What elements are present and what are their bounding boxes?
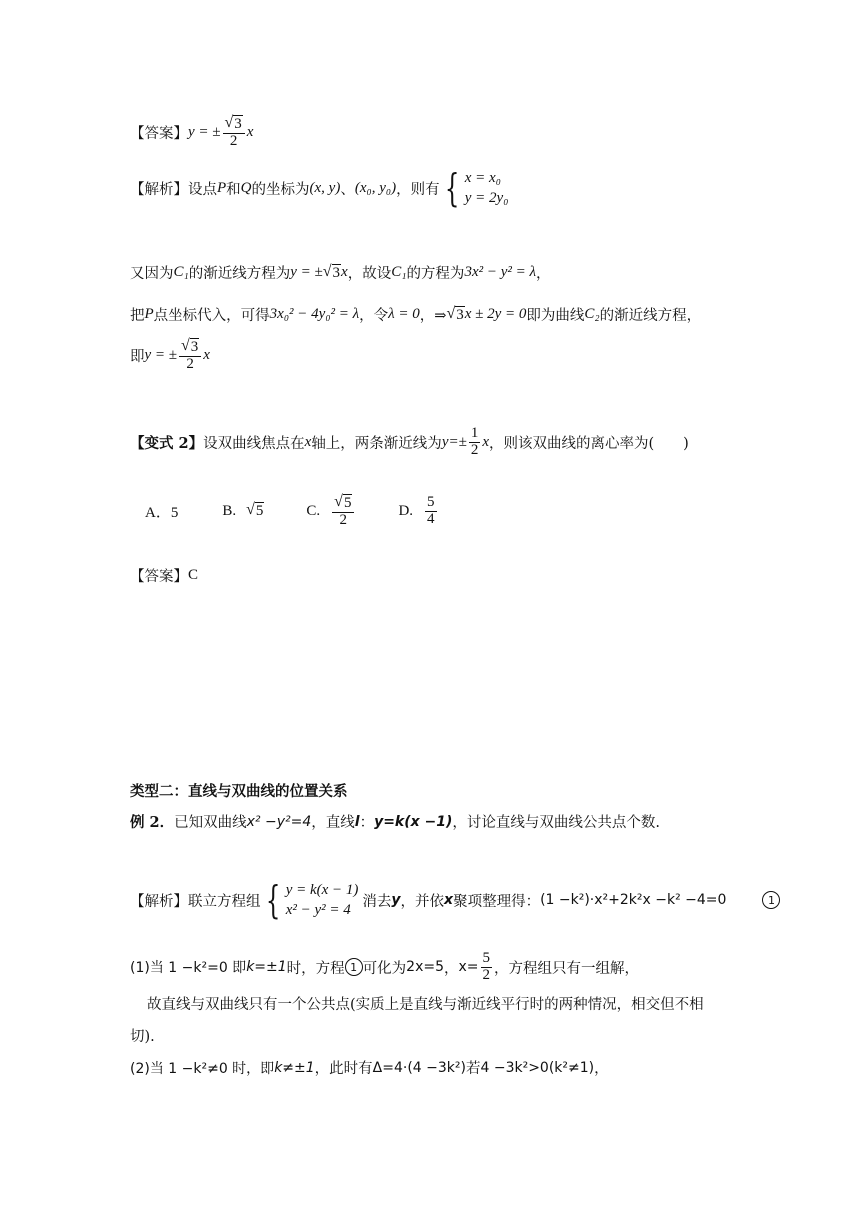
answer-denominator: 2	[229, 132, 238, 149]
analysis-text: 即为曲线	[526, 308, 585, 324]
curve-c2: C₂	[584, 306, 600, 322]
asymptote-x: x	[341, 264, 348, 280]
case-1-conclusion	[147, 993, 704, 1014]
option-c-value: √ 5 2	[332, 494, 354, 528]
analysis-line-2: 又因为 C₁ 的渐近线方程为 y = ± √ 3 x ，故设 C₁ 的方程为 3x² − y² = λ ，	[130, 262, 551, 282]
option-c-denominator: 2	[339, 511, 348, 528]
lambda-zero: λ = 0	[388, 306, 420, 322]
analysis-text: 点坐标代入，可得	[153, 308, 270, 324]
x-symbol: x	[444, 892, 454, 909]
answer-label: 【答案】	[130, 569, 188, 585]
equation-system	[465, 168, 509, 209]
left-brace: {	[444, 166, 459, 211]
analysis-text: 即	[130, 348, 145, 365]
answer-prefix: y = ±	[188, 123, 221, 140]
analysis-text: 的方程为	[406, 266, 465, 282]
answer-label: 【答案】	[130, 125, 188, 142]
curve-c1: C₁	[173, 264, 189, 280]
variant2-answer	[130, 565, 198, 586]
answer-variable: x	[246, 123, 254, 140]
line-symbol: l	[354, 813, 360, 830]
system-eq-2: x² − y² = 4	[285, 902, 351, 919]
hyperbola-eq: x² −y²=4	[246, 813, 312, 830]
asymptote-radicand: 3	[332, 264, 341, 281]
final-radicand: 3	[190, 339, 199, 355]
analysis-line-4	[130, 338, 210, 372]
x-axis-symbol: x	[304, 433, 312, 450]
answer-radicand: 3	[234, 116, 242, 132]
system-eq-1: x = x₀	[464, 170, 501, 186]
question-text: 设双曲线焦点在	[203, 435, 305, 452]
equation-number: 1	[762, 891, 780, 909]
analysis-label: 【解析】	[130, 181, 188, 198]
case-1-conclusion-cont	[130, 1025, 155, 1046]
fraction-numerator: 1	[470, 425, 479, 441]
point-p: P	[217, 179, 227, 196]
case-1	[130, 951, 639, 984]
analysis-text: 设点	[188, 181, 217, 198]
case-text: ，方程组只有一组解，	[494, 960, 640, 977]
case-text: ，	[594, 1061, 609, 1077]
option-d-label: D.	[398, 502, 414, 519]
asymptote-eq: y=±	[441, 433, 467, 450]
analysis-text: 的坐标为	[251, 181, 310, 198]
analysis-text: ，故设	[347, 266, 392, 282]
section-heading	[130, 780, 348, 801]
option-d-numerator: 5	[427, 493, 435, 510]
solution-text: ，并依	[400, 893, 445, 910]
curve-c1: C₁	[391, 264, 407, 280]
question-text: 轴上，两条渐近线为	[311, 435, 442, 452]
case-text: (2)当 1 −k²≠0 时，即	[130, 1060, 275, 1077]
case-text: ，此时有	[314, 1061, 373, 1077]
case-text: 时，方程	[286, 960, 345, 977]
option-b-label: B.	[222, 502, 237, 519]
final-x: x	[203, 346, 210, 363]
answer-fraction: √ 3 2	[223, 115, 245, 149]
analysis-text: 和	[226, 181, 241, 198]
inequality: 4 −3k²>0(k²≠1)	[480, 1059, 595, 1076]
example-text: 已知双曲线	[174, 815, 247, 831]
y-symbol: y	[391, 892, 401, 909]
case-text: ，	[444, 960, 459, 977]
left-brace: {	[265, 878, 280, 923]
line-eq: y=k(x −1)	[374, 813, 453, 830]
solution-text: 聚项整理得：	[453, 893, 541, 910]
analysis-text: ，则有	[396, 181, 440, 198]
coord-p: (x, y)	[309, 179, 341, 196]
option-b-radicand: 5	[255, 503, 264, 520]
case-2	[130, 1057, 609, 1078]
x-numerator: 5	[482, 950, 491, 966]
discriminant: Δ=4·(4 −3k²)	[372, 1059, 466, 1076]
point-q: Q	[240, 179, 252, 196]
example-2	[130, 811, 660, 832]
option-d-denominator: 4	[427, 510, 435, 527]
final-prefix: y = ±	[144, 346, 178, 363]
section-title: 类型二：直线与双曲线的位置关系	[130, 783, 348, 800]
asymptote-radicand: 3	[456, 306, 464, 323]
analysis-text: 的渐近线方程为	[188, 266, 291, 282]
asymptote-x: x	[482, 433, 489, 450]
analysis-text: 把	[130, 308, 145, 324]
fraction-denominator: 2	[470, 441, 479, 458]
example-text: ，直线	[311, 815, 355, 831]
case-text: (1)当 1 −k²=0 即	[130, 960, 247, 977]
x-equals: x=	[458, 959, 479, 976]
case-text: 可化为	[362, 960, 407, 977]
case-text: 若	[465, 1061, 481, 1077]
option-a: A．5	[145, 504, 179, 521]
analysis-text: 、	[340, 181, 355, 198]
case-text: 切).	[130, 1029, 155, 1045]
option-b-value: √ 5	[246, 501, 264, 520]
final-denominator: 2	[186, 355, 194, 372]
analysis-line-1	[130, 168, 508, 209]
answer-line-1	[130, 115, 253, 149]
analysis-text: ，令	[359, 308, 389, 324]
asymptote-eq: y = ±	[290, 264, 323, 280]
option-c-label: C.	[306, 502, 321, 519]
coord-q: (x₀, y₀)	[354, 179, 397, 196]
analysis-text: ，⇒	[419, 308, 447, 324]
equation-number: 1	[345, 958, 363, 976]
asymptote-fraction	[469, 426, 481, 459]
equation-system	[286, 880, 359, 921]
solution-text: 联立方程组	[188, 893, 261, 910]
question-text: ，则该双曲线的离心率为( )	[489, 435, 689, 452]
variant2-label: 【变式 2】	[130, 434, 204, 452]
example-text: ，讨论直线与双曲线公共点个数.	[452, 815, 661, 831]
case-text: 故直线与双曲线只有一个公共点(实质上是直线与渐近线平行时的两种情况，相交但不相	[147, 997, 704, 1013]
answer-value: C	[188, 567, 199, 583]
quadratic-eq: (1 −k²)·x²+2k²x −k² −4=0	[540, 892, 727, 909]
final-fraction: √ 3 2	[179, 338, 201, 372]
analysis-line-3: 把 P 点坐标代入，可得 3x₀² − 4y₀² = λ ，令 λ = 0 ，⇒ √ 3 x ± 2y = 0 即为曲线 C₂ 的渐近线方程，	[130, 304, 702, 324]
system-eq-2: y = 2y₀	[464, 190, 509, 207]
example-label: 例 2．	[130, 814, 175, 831]
linear-eq: 2x=5	[406, 959, 445, 976]
analysis-text: 又因为	[130, 266, 174, 282]
equation-c1: 3x² − y² = λ	[464, 264, 536, 280]
x-denominator: 2	[482, 966, 491, 983]
option-c-radicand: 5	[343, 495, 352, 511]
x-fraction	[481, 951, 493, 984]
point-p: P	[144, 306, 154, 322]
system-eq-1: y = k(x − 1)	[285, 882, 359, 898]
variant2-question	[130, 426, 689, 459]
asymptote-final: x ± 2y = 0	[464, 306, 527, 322]
variant2-options	[145, 494, 439, 528]
equation-substituted: 3x₀² − 4y₀² = λ	[269, 306, 360, 322]
solution-line-1	[130, 880, 780, 921]
k-value: k=±1	[246, 959, 287, 976]
analysis-text: ，	[536, 266, 551, 282]
option-d-value	[425, 495, 437, 528]
analysis-label: 【解析】	[130, 893, 188, 910]
analysis-text: 的渐近线方程，	[599, 308, 702, 324]
solution-text: 消去	[362, 893, 392, 910]
example-text: ：	[359, 815, 375, 831]
k-value: k≠±1	[274, 1059, 315, 1076]
